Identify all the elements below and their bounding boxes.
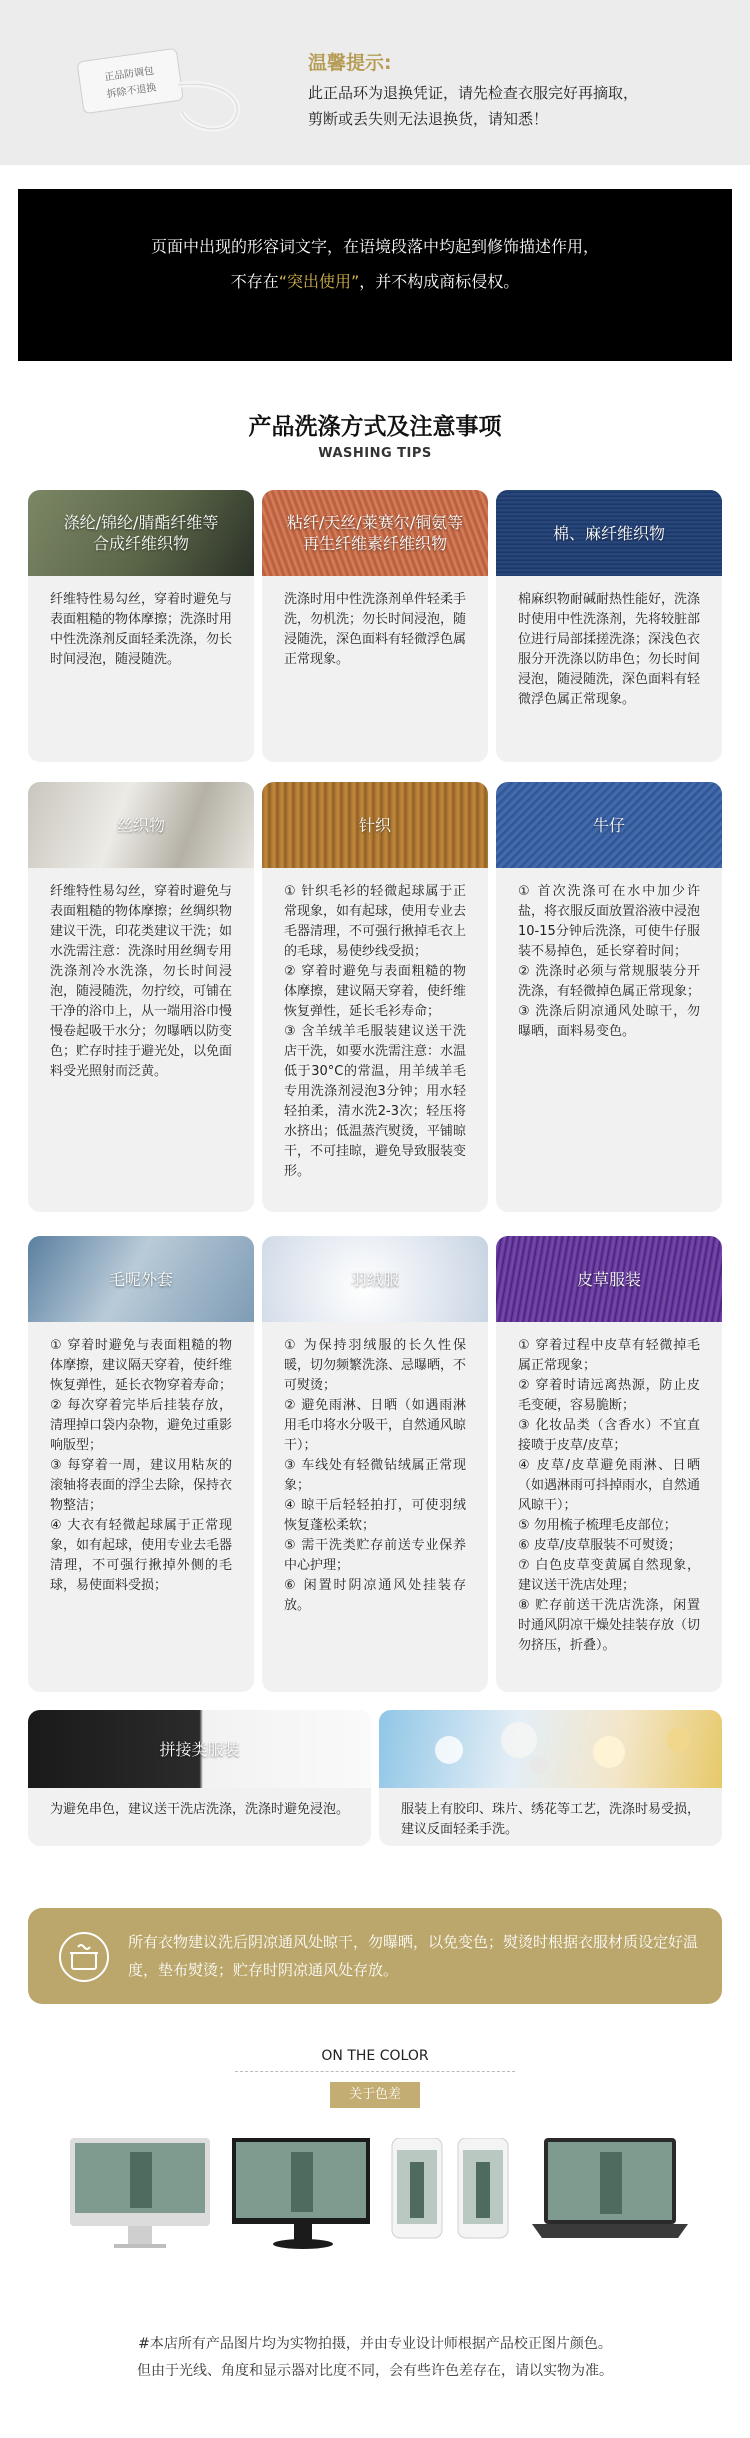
disclaimer-box <box>18 189 732 361</box>
security-tag-icon <box>70 40 260 140</box>
card-fur <box>496 1236 722 1692</box>
card-patchwork <box>28 1710 371 1846</box>
card-cotton-linen-title: 棉、麻纤维织物 <box>552 523 665 543</box>
card-denim <box>496 782 722 1212</box>
notice-title: 温馨提示: <box>308 52 392 74</box>
card-silk <box>28 782 254 1212</box>
notice-line-2: 剪断或丢失则无法退换货，请知悉！ <box>308 110 549 128</box>
card-synthetic-image <box>28 490 254 576</box>
card-knit <box>262 782 488 1212</box>
card-rayon <box>262 490 488 762</box>
section-title: 产品洗涤方式及注意事项 <box>248 414 502 440</box>
laptop-icon <box>532 2138 688 2238</box>
card-knit-image <box>262 782 488 868</box>
card-patchwork-body: 为避免串色，建议送干洗店洗涤，洗涤时避免浸泡。 <box>50 1802 350 1817</box>
card-fur-body: ① 穿着过程中皮草有轻微掉毛属正常现象； ② 穿着时请远离热源，防止皮毛变硬，容易脆断； ③ 化妆品类（含香水）不宜直接喷于皮草/皮草； ④ 皮草/皮草避免雨淋、日晒（如遇淋雨可抖掉雨水，自然通风晾干）； ⑤ 勿用梳子梳理毛皮部位； ⑥ 皮草/皮草服装不可熨烫； ⑦ 白色皮草变黄属自然现象，建议送干洗店处理； ⑧ 贮存前送干洗店洗涤，闲置时通风阴凉干燥处挂装存放（切勿挤压，折叠）。 <box>518 1338 701 1653</box>
notice-line-1: 此正品环为退换凭证，请先检查衣服完好再摘取， <box>308 84 639 102</box>
disclaimer-highlight: “突出使用” <box>278 272 360 291</box>
card-knit-title: 针织 <box>358 815 391 835</box>
card-rayon-image <box>262 490 488 576</box>
card-wool-coat-body: ① 穿着时避免与表面粗糙的物体摩擦，建议隔天穿着，使纤维恢复弹性，延长衣物穿着寿命； ② 每次穿着完毕后挂装存放，清理掉口袋内杂物，避免过重影响版型； ③ 每穿着一周，建议用粘灰的滚轴将表面的浮尘去除，保持衣物整洁； ④ 大衣有轻微起球属于正常现象，如有起球，使用专业去毛器清理，不可强行揪掉外侧的毛球，易使面料受损； <box>50 1338 233 1593</box>
svg-text:拆除不退换: 拆除不退换 <box>106 82 158 101</box>
disclaimer-line-1: 页面中出现的形容词文字，在语境段落中均起到修饰描述作用， <box>150 237 599 256</box>
card-down-title: 羽绒服 <box>350 1269 399 1289</box>
notice-text <box>308 80 728 132</box>
card-embellished <box>379 1710 722 1846</box>
card-wool-coat-image <box>28 1236 254 1322</box>
card-down-body: ① 为保持羽绒服的长久性保暖，切勿频繁洗涤、忌曝晒，不可熨烫； ② 避免雨淋、日晒（如遇雨淋用毛巾将水分吸干，自然通风晾干）； ③ 车线处有轻微钻绒属正常现象； ④ 晾干后轻轻拍打，可使羽绒恢复蓬松柔软； ⑤ 需干洗类贮存前送专业保养中心护理； ⑥ 闲置时阴凉通风处挂装存放。 <box>284 1338 467 1613</box>
card-silk-body: 纤维特性易勾丝，穿着时避免与表面粗糙的物体摩擦；丝绸织物建议干洗，印花类建议干洗；如水洗需注意：洗涤时用丝绸专用洗涤剂冷水洗涤，勿长时间浸泡，随浸随洗，勿拧绞，可铺在干净的浴巾上，从一端用浴巾慢慢卷起吸干水分；勿曝晒以防变色；贮存时挂于避光处，以免面料受光照射而泛黄。 <box>50 884 233 1079</box>
disclaimer-text-b: ，并不构成商标侵权。 <box>359 272 520 291</box>
card-down <box>262 1236 488 1692</box>
phone-icon <box>392 2138 442 2238</box>
card-denim-body: ① 首次洗涤可在水中加少许盐，将衣服反面放置浴液中浸泡10-15分钟后洗涤，可使牛仔服装不易掉色，延长穿着时间； ② 洗涤时必须与常规服装分开洗涤，有轻微掉色属正常现象； ③ 洗涤后阴凉通风处晾干，勿曝晒，面料易变色。 <box>518 884 701 1039</box>
beads-illustration <box>379 1710 722 1788</box>
card-denim-image <box>496 782 722 868</box>
color-note-line-1: #本店所有产品图片均为实物拍摄，并由专业设计师根据产品校正图片颜色。 <box>138 2336 612 2352</box>
card-patchwork-title: 拼接类服装 <box>159 1739 240 1759</box>
card-embellished-image <box>379 1710 722 1788</box>
disclaimer-text-a: 不存在 <box>230 272 279 291</box>
card-rayon-title: 粘纤/天丝/莱赛尔/铜氨等 再生纤维素纤维织物 <box>286 513 464 553</box>
card-cotton-linen-body: 棉麻织物耐碱耐热性能好，洗涤时使用中性洗涤剂，先将较脏部位进行局部揉搓洗涤；深浅色衣服分开洗涤以防串色；勿长时间浸泡，随浸随洗，深色面料有轻微浮色属正常现象。 <box>518 592 701 707</box>
notice-section <box>0 0 750 165</box>
card-rayon-body: 洗涤时用中性洗涤剂单件轻柔手洗，勿机洗；勿长时间浸泡，随浸随洗，深色面料有轻微浮色属正常现象。 <box>284 592 467 667</box>
heading-divider <box>235 2071 515 2072</box>
card-cotton-linen-image <box>496 490 722 576</box>
monitor-icon <box>232 2138 370 2249</box>
card-fur-image <box>496 1236 722 1322</box>
card-knit-body: ① 针织毛衫的轻微起球属于正常现象，如有起球，使用专业去毛器清理，不可强行揪掉毛衣上的毛球，易使纱线受损； ② 穿着时避免与表面粗糙的物体摩擦，建议隔天穿着，使纤维恢复弹性，延长毛衫寿命； ③ 含羊绒羊毛服装建议送干洗店干洗，如要水洗需注意：水温低于30°C的常温，用羊绒羊毛专用洗涤剂浸泡3分钟；用水轻轻拍柔，清水洗2-3次；轻压将水挤出；低温蒸汽熨烫，平铺晾干，不可挂晾，避免导致服装变形。 <box>284 884 467 1179</box>
card-synthetic-title: 涤纶/锦纶/腈酯纤维等 合成纤维织物 <box>63 513 219 553</box>
card-patchwork-image <box>28 1710 371 1788</box>
card-synthetic-body: 纤维特性易勾丝，穿着时避免与表面粗糙的物体摩擦；洗涤时用中性洗涤剂反面轻柔洗涤，勿长时间浸泡，随浸随洗。 <box>50 592 233 667</box>
devices-illustration <box>70 2138 690 2258</box>
about-color-button[interactable]: 关于色差 <box>330 2082 420 2108</box>
card-down-image <box>262 1236 488 1322</box>
phone-icon-2 <box>458 2138 508 2238</box>
disclaimer-line-2 <box>18 269 732 292</box>
svg-text:正品防调包: 正品防调包 <box>103 65 155 84</box>
general-tip-banner <box>28 1908 722 2004</box>
card-embellished-body: 服装上有胶印、珠片、绣花等工艺，洗涤时易受损，建议反面轻柔手洗。 <box>401 1802 701 1837</box>
color-note-line-2: 但由于光线、角度和显示器对比度不同，会有些许色差存在，请以实物为准。 <box>137 2363 613 2379</box>
card-cotton-linen <box>496 490 722 762</box>
washing-pot-icon <box>58 1931 110 1983</box>
on-the-color-heading: ON THE COLOR <box>321 2048 429 2064</box>
card-denim-title: 牛仔 <box>592 815 625 835</box>
section-subtitle: WASHING TIPS <box>318 446 432 461</box>
card-synthetic <box>28 490 254 762</box>
card-silk-title: 丝织物 <box>116 815 165 835</box>
card-silk-image <box>28 782 254 868</box>
general-tip-text: 所有衣物建议洗后阴凉通风处晾干，勿曝晒，以免变色；熨烫时根据衣服材质设定好温度，垫布熨烫；贮存时阴凉通风处存放。 <box>128 1933 699 1979</box>
imac-icon <box>70 2138 210 2248</box>
card-fur-title: 皮草服装 <box>576 1269 641 1289</box>
card-wool-coat <box>28 1236 254 1692</box>
card-wool-coat-title: 毛呢外套 <box>108 1269 173 1289</box>
